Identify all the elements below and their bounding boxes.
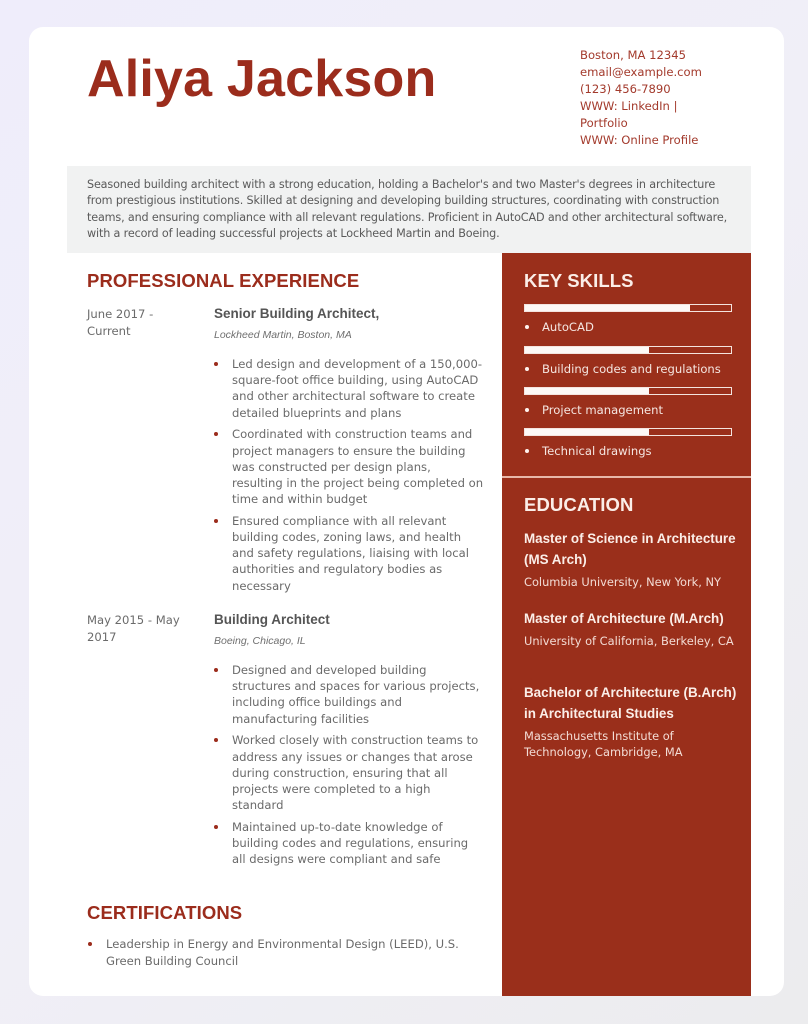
skill-item [524, 387, 732, 417]
education-item [524, 682, 739, 761]
section-divider [502, 476, 751, 478]
contact-linkedin-portfolio[interactable]: WWW: LinkedIn | Portfolio [580, 99, 678, 130]
school: Massachusetts Institute of Technology, Cambridge, MA [524, 729, 683, 760]
candidate-name: Aliya Jackson [87, 50, 437, 108]
contact-address: Boston, MA 12345 [580, 48, 686, 62]
skill-item [524, 428, 732, 458]
bullet-icon [214, 362, 218, 366]
education-heading: EDUCATION [524, 494, 634, 515]
job-company: Boeing, Chicago, IL [214, 635, 306, 647]
school: Columbia University, New York, NY [524, 575, 721, 589]
resume-page [29, 27, 784, 996]
contact-email[interactable]: email@example.com [580, 65, 702, 79]
certifications-heading: CERTIFICATIONS [87, 902, 243, 923]
professional-summary: Seasoned building architect with a strong education, holding a Bachelor's and two Master's degrees in architecture from prestigious institutions. Skilled at designing and developing building structures, coordinating with construction teams, and ensuring compliance with all relevant regulations. Proficient in AutoCAD and other architectural software, with a record of leading successful projects at Lockheed Martin and Boeing. [67, 166, 751, 253]
bullet-icon [214, 738, 218, 742]
skill-item [524, 346, 732, 376]
skill-level-bar [524, 428, 732, 436]
skill-level-bar [524, 387, 732, 395]
job-bullet: Worked closely with construction teams to address any issues or changes that arose during construction, ensuring that all projects were completed to a high standard [214, 732, 484, 813]
job-bullet: Ensured compliance with all relevant building codes, zoning laws, and health and safety regulations, liaising with local authorities and regulatory bodies as necessary [214, 513, 484, 594]
education-item [524, 608, 739, 649]
certification-item: Leadership in Energy and Environmental Design (LEED), U.S. Green Building Council [87, 936, 487, 969]
job-bullet: Coordinated with construction teams and project managers to ensure the building was constructed per design plans, resulting in the project being completed on time and within budget [214, 426, 484, 507]
bullet-icon [214, 668, 218, 672]
contact-phone: (123) 456-7890 [580, 82, 671, 96]
job-date: May 2015 - May 2017 [87, 613, 180, 644]
skill-label: AutoCAD [524, 320, 732, 334]
job-bullet: Maintained up-to-date knowledge of building codes and regulations, ensuring all designs were compliant and safe [214, 819, 484, 868]
job-bullets [214, 662, 484, 873]
certifications-list [87, 936, 487, 969]
bullet-icon [214, 519, 218, 523]
bullet-icon [525, 367, 529, 371]
experience-heading: PROFESSIONAL EXPERIENCE [87, 270, 360, 291]
degree: Master of Science in Architecture (MS Arch) [524, 531, 736, 567]
school: University of California, Berkeley, CA [524, 634, 734, 648]
sidebar [502, 253, 751, 996]
bullet-icon [525, 449, 529, 453]
degree: Master of Architecture (M.Arch) [524, 611, 724, 626]
skill-level-fill [525, 305, 690, 311]
skill-level-bar [524, 346, 732, 354]
contact-online-profile[interactable]: WWW: Online Profile [580, 133, 699, 147]
bullet-icon [214, 825, 218, 829]
skill-level-bar [524, 304, 732, 312]
job-bullet: Led design and development of a 150,000-square-foot office building, using AutoCAD and other architectural software to create detailed blueprints and plans [214, 356, 484, 421]
education-item [524, 528, 739, 590]
skill-level-fill [525, 388, 649, 394]
skill-level-fill [525, 347, 649, 353]
degree: Bachelor of Architecture (B.Arch) in Architectural Studies [524, 685, 737, 721]
bullet-icon [525, 408, 529, 412]
contact-info [580, 47, 720, 149]
skill-level-fill [525, 429, 649, 435]
job-date: June 2017 - Current [87, 307, 154, 338]
job-title: Senior Building Architect, [214, 306, 380, 321]
bullet-icon [525, 325, 529, 329]
job-bullets [214, 356, 484, 599]
skill-label: Project management [524, 403, 732, 417]
bullet-icon [88, 942, 92, 946]
job-company: Lockheed Martin, Boston, MA [214, 329, 352, 341]
skills-heading: KEY SKILLS [524, 270, 634, 291]
skill-item [524, 304, 732, 334]
skill-label: Technical drawings [524, 444, 732, 458]
skill-label: Building codes and regulations [524, 362, 732, 376]
job-title: Building Architect [214, 612, 330, 627]
job-bullet: Designed and developed building structures and spaces for various projects, including office buildings and manufacturing facilities [214, 662, 484, 727]
bullet-icon [214, 432, 218, 436]
